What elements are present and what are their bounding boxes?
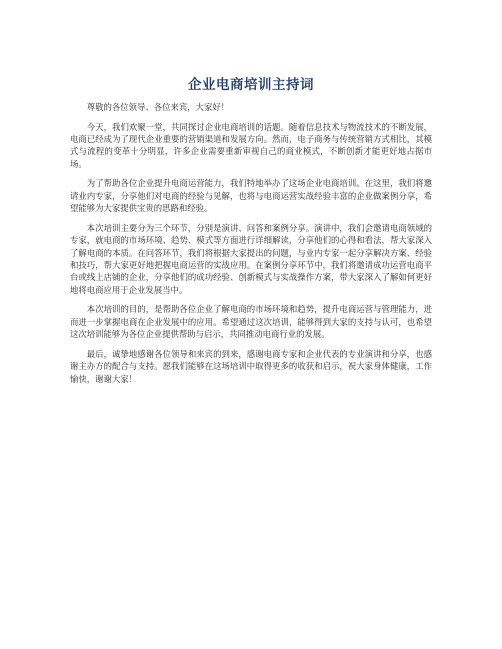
paragraph-intro: 今天，我们欢聚一堂，共同探讨企业电商培训的话题。随着信息技术与物流技术的不断发展，电商已经成为了现代企业重要的营销渠道和发展方向。然而，电子商务与传统营销方式相比，其模式与流程的变革十分明显，许多企业需要重新审视自己的商业模式，不断创新才能更好地占据市场。 — [70, 121, 432, 169]
paragraph-greeting: 尊敬的各位领导、各位来宾，大家好！ — [86, 102, 230, 112]
paragraph-agenda: 本次培训主要分为三个环节，分别是演讲、问答和案例分享。演讲中，我们会邀请电商领域的专家，就电商的市场环境、趋势、模式等方面进行详细解读，分享他们的心得和看法，帮大家深入了解电商的本质。在问答环节，我们将根据大家提出的问题，与业内专家一起分享解决方案、经验和技巧，帮大家更好地把握电商运营的实战应用。在案例分享环节中，我们将邀请成功运营电商平台或线上店铺的企业，分享他们的成功经验、创新模式与实战操作方案，带大家深入了解如何更好地将电商应用于企业发展当中。 — [70, 222, 432, 295]
paragraph-closing: 最后，诚挚地感谢各位领导和来宾的到来，感谢电商专家和企业代表的专业演讲和分享，也感谢主办方的配合与支持。愿我们能够在这场培训中取得更多的收获和启示，祝大家身体健康，工作愉快，谢谢大家！ — [70, 348, 432, 384]
document-page — [70, 76, 432, 392]
paragraph-purpose: 为了帮助各位企业提升电商运营能力，我们特地举办了这场企业电商培训。在这里，我们将邀请业内专家，分享他们对电商的经验与见解，也将与电商运营实战经验丰富的企业做案例分享，希望能够为大家提供宝贵的思路和经验。 — [70, 178, 432, 214]
paragraph-goal: 本次培训的目的，是帮助各位企业了解电商的市场环境和趋势，提升电商运营与管理能力，进而进一步掌握电商在企业发展中的应用。希望通过这次培训，能够得到大家的支持与认可，也希望这次培训能够为各位企业提供帮助与启示，共同推动电商行业的发展。 — [70, 304, 432, 340]
document-title: 企业电商培训主持词 — [188, 77, 314, 93]
